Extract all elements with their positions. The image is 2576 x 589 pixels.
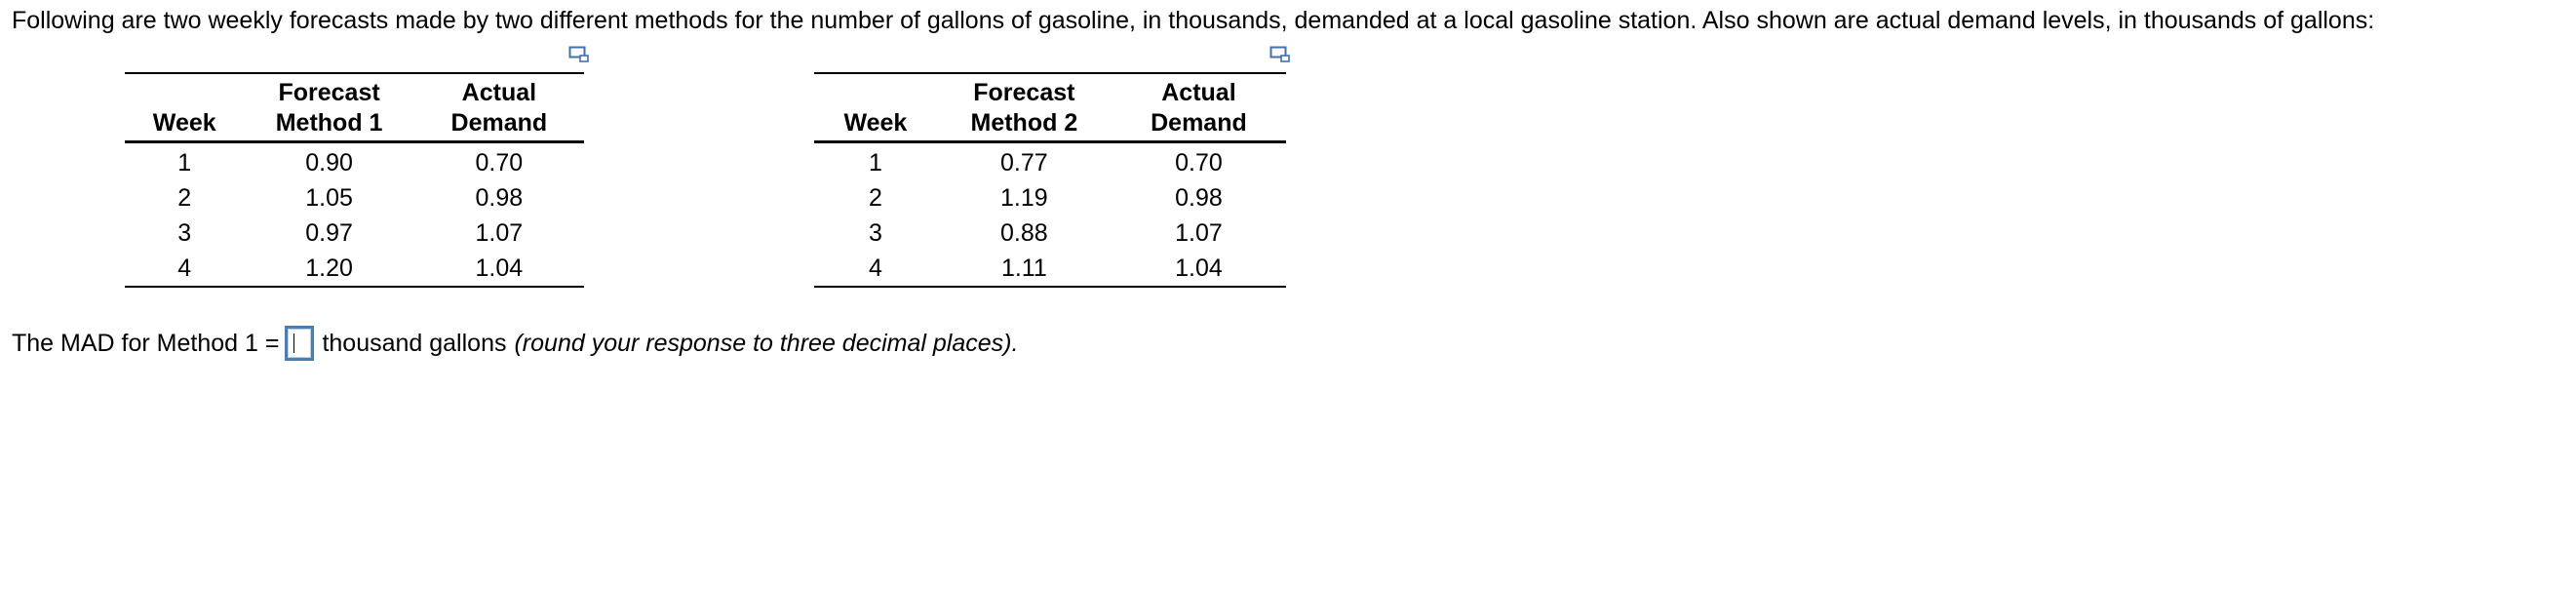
forecast-cell: 0.77 bbox=[1000, 149, 1048, 177]
text-caret bbox=[293, 334, 294, 353]
actual-cell: 1.04 bbox=[475, 255, 524, 282]
week-cell: 4 bbox=[868, 255, 882, 282]
forecast-cell: 0.97 bbox=[305, 219, 353, 247]
forecast-cell: 0.90 bbox=[305, 149, 353, 177]
table-row bbox=[125, 180, 584, 216]
forecast-table-method-1 bbox=[125, 72, 584, 288]
table-row bbox=[125, 142, 584, 181]
expand-table-icon[interactable] bbox=[568, 46, 590, 63]
intro-text: Following are two weekly forecasts made by two different methods for the number of gallons of gasoline, in thousands, demanded at a local gasoline station. Also shown are actual demand levels, in thousands of gallons: bbox=[12, 7, 2375, 34]
actual-cell: 0.98 bbox=[475, 184, 524, 212]
header-forecast: Forecast Method 1 bbox=[244, 73, 413, 142]
forecast-cell: 1.19 bbox=[1000, 184, 1048, 212]
week-cell: 3 bbox=[177, 219, 192, 247]
table-row bbox=[125, 251, 584, 287]
table-row bbox=[814, 251, 1286, 287]
question-prefix: The MAD for Method 1 = bbox=[12, 330, 280, 357]
actual-cell: 1.07 bbox=[475, 219, 524, 247]
header-actual-demand: Actual Demand bbox=[1112, 73, 1286, 142]
table-row bbox=[814, 216, 1286, 251]
forecast-cell: 0.88 bbox=[1000, 219, 1048, 247]
week-cell: 2 bbox=[177, 184, 192, 212]
actual-cell: 0.70 bbox=[475, 149, 524, 177]
forecast-cell: 1.20 bbox=[305, 255, 353, 282]
week-cell: 1 bbox=[177, 149, 192, 177]
actual-cell: 0.70 bbox=[1175, 149, 1223, 177]
header-week: Week bbox=[814, 73, 937, 142]
header-week: Week bbox=[125, 73, 244, 142]
header-actual-demand: Actual Demand bbox=[414, 73, 584, 142]
rounding-instruction: (round your response to three decimal places). bbox=[514, 330, 1019, 357]
actual-cell: 1.07 bbox=[1175, 219, 1223, 247]
forecast-cell: 1.11 bbox=[1000, 255, 1047, 282]
forecast-table-method-2 bbox=[814, 72, 1286, 288]
forecast-cell: 1.05 bbox=[305, 184, 353, 212]
actual-cell: 1.04 bbox=[1175, 255, 1223, 282]
question-suffix: thousand gallons bbox=[322, 330, 507, 357]
expand-table-icon[interactable] bbox=[1269, 46, 1291, 63]
week-cell: 1 bbox=[868, 149, 882, 177]
week-cell: 2 bbox=[868, 184, 882, 212]
week-cell: 3 bbox=[868, 219, 882, 247]
table-row bbox=[814, 142, 1286, 181]
table-row bbox=[125, 216, 584, 251]
mad-answer-input[interactable] bbox=[285, 326, 314, 361]
table-row bbox=[814, 180, 1286, 216]
mad-question bbox=[12, 326, 1018, 361]
week-cell: 4 bbox=[177, 255, 192, 282]
header-forecast: Forecast Method 2 bbox=[937, 73, 1112, 142]
actual-cell: 0.98 bbox=[1175, 184, 1223, 212]
